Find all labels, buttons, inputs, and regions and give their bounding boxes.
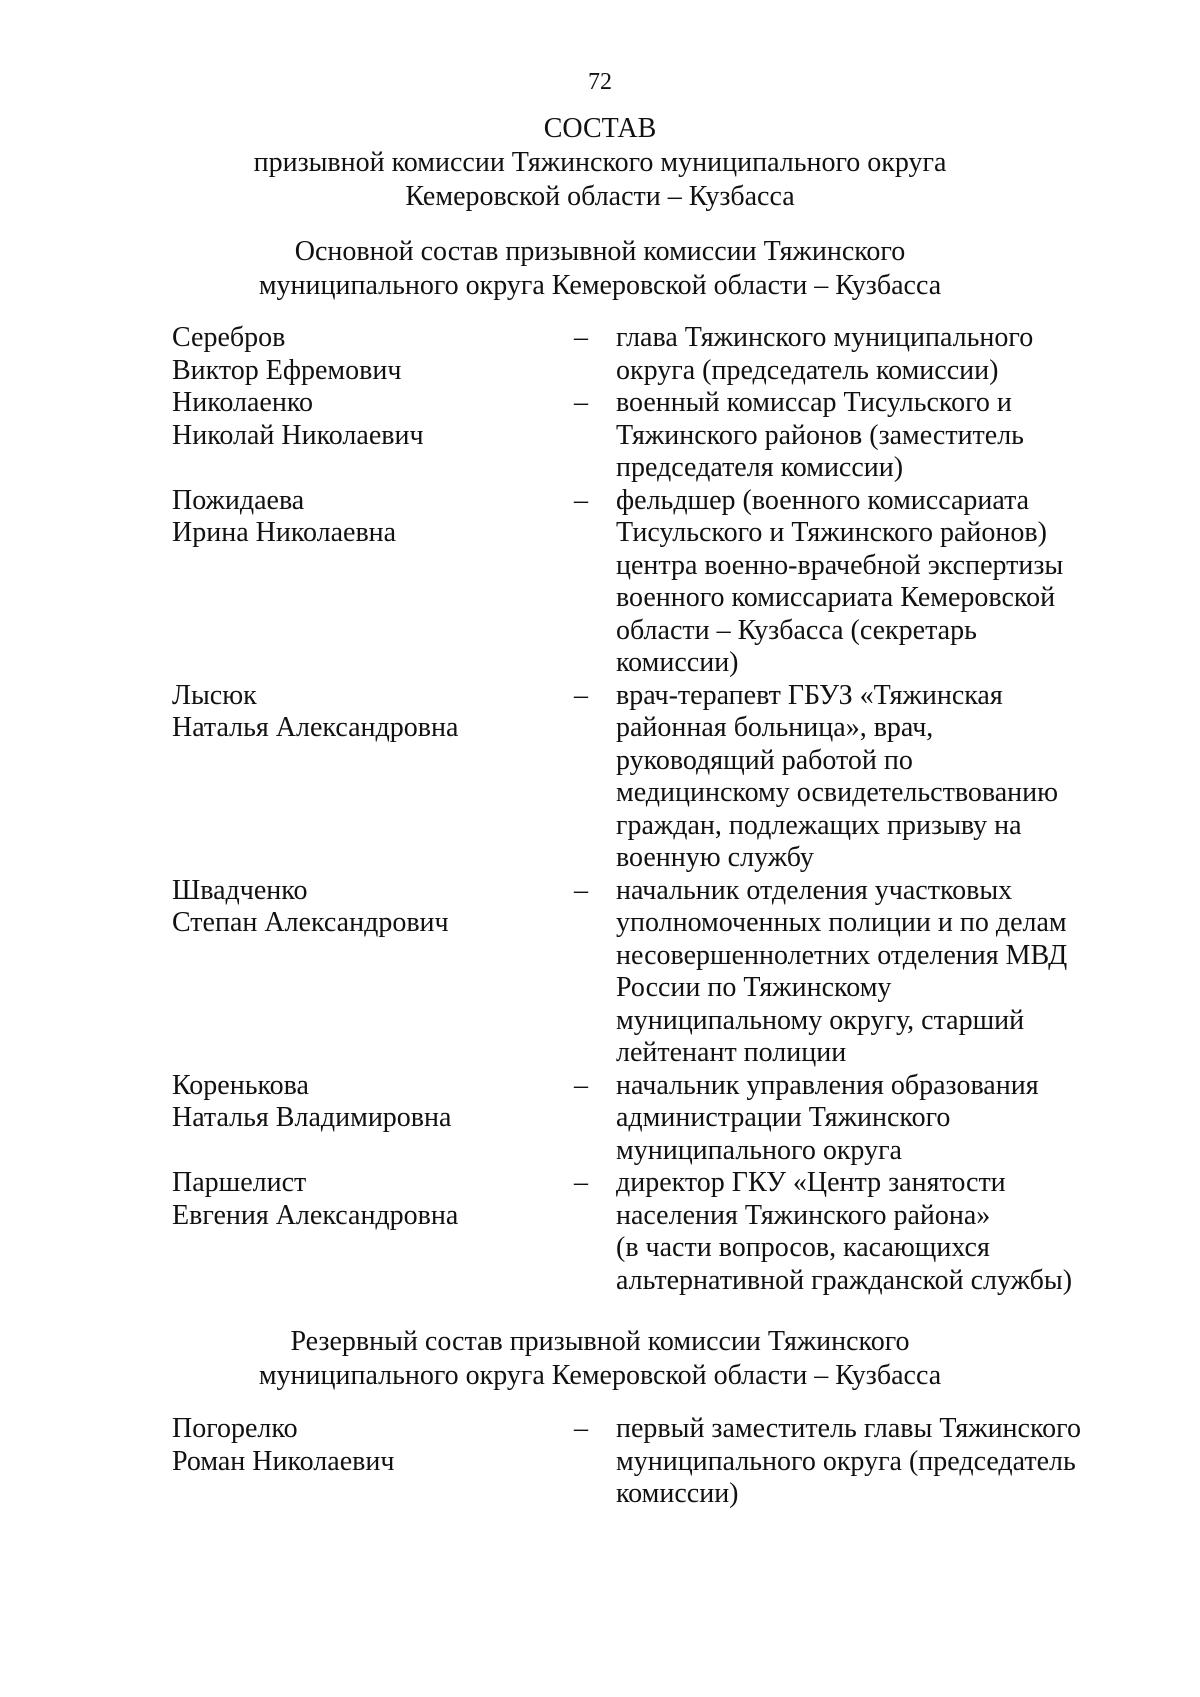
main-heading-line-2: муниципального округа Кемеровской области – Кузбасса xyxy=(258,270,942,301)
member-dash: – xyxy=(574,387,588,418)
member-role-line: Тяжинского районов (заместитель xyxy=(616,419,1024,451)
member-dash: – xyxy=(574,1413,588,1444)
member-role xyxy=(616,387,1112,485)
member-role xyxy=(616,1413,1112,1511)
member-entry xyxy=(172,322,1112,387)
main-heading-line-1: Основной состав призывной комиссии Тяжинского xyxy=(294,236,906,267)
member-role-line: комиссии) xyxy=(616,1478,739,1509)
member-dash: – xyxy=(574,874,588,906)
reserve-section-heading xyxy=(0,1325,1200,1393)
member-entry xyxy=(172,875,1112,1070)
member-role-line: альтернативной гражданской службы) xyxy=(616,1264,1073,1296)
member-given-names: Виктор Ефремович xyxy=(172,354,402,386)
member-surname: Паршелист xyxy=(172,1167,307,1198)
member-name xyxy=(172,387,574,485)
member-role-line: уполномоченных полиции и по делам xyxy=(616,907,1067,938)
member-entry xyxy=(172,680,1112,875)
member-surname: Коренькова xyxy=(172,1069,309,1101)
member-role xyxy=(616,485,1112,680)
member-dash: – xyxy=(574,1069,588,1101)
main-members-list xyxy=(172,322,1112,1297)
member-role-line: населения Тяжинского района» xyxy=(616,1199,991,1231)
member-role-line: фельдшер (военного комиссариата xyxy=(616,484,1030,516)
member-role-line: руководящий работой по xyxy=(616,744,913,776)
member-given-names: Наталья Александровна xyxy=(172,712,459,743)
member-name xyxy=(172,1070,574,1168)
member-name xyxy=(172,485,574,680)
member-given-names: Роман Николаевич xyxy=(172,1445,395,1477)
member-entry xyxy=(172,1413,1112,1511)
member-surname: Швадченко xyxy=(172,874,308,906)
member-role-line: военного комиссариата Кемеровской xyxy=(616,582,1056,613)
document-title xyxy=(0,112,1200,214)
member-given-names: Наталья Владимировна xyxy=(172,1102,452,1133)
member-role-line: центра военно-врачебной экспертизы xyxy=(616,549,1064,581)
member-dash: – xyxy=(574,1167,588,1198)
member-role-line: несовершеннолетних отделения МВД xyxy=(616,939,1068,971)
member-role-line: России по Тяжинскому xyxy=(616,972,892,1003)
member-role-line: Тисульского и Тяжинского районов) xyxy=(616,517,1047,548)
member-dash: – xyxy=(574,484,588,516)
member-role-line: председателя комиссии) xyxy=(616,452,904,483)
member-role-line: муниципальному округу, старший xyxy=(616,1004,1025,1036)
member-surname: Николаенко xyxy=(172,387,314,418)
member-role-line: военную службу xyxy=(616,842,814,873)
title-line-1: призывной комиссии Тяжинского муниципального округа xyxy=(253,147,947,178)
member-entry xyxy=(172,1167,1112,1297)
member-entry xyxy=(172,1070,1112,1168)
member-role-line: лейтенант полиции xyxy=(616,1037,847,1068)
member-role-line: врач-терапевт ГБУЗ «Тяжинская xyxy=(616,679,1003,711)
member-dash: – xyxy=(574,322,588,353)
member-role-line: военный комиссар Тисульского и xyxy=(616,387,1012,418)
member-role xyxy=(616,1167,1112,1297)
reserve-heading-line-1: Резервный состав призывной комиссии Тяжинского xyxy=(290,1326,910,1357)
member-name xyxy=(172,680,574,875)
page-number: 72 xyxy=(588,69,612,95)
member-role-line: директор ГКУ «Центр занятости xyxy=(616,1167,1006,1198)
title-main: СОСТАВ xyxy=(543,113,657,144)
member-name xyxy=(172,1167,574,1297)
member-entry xyxy=(172,387,1112,485)
member-name xyxy=(172,875,574,1070)
member-given-names: Николай Николаевич xyxy=(172,419,424,451)
member-role xyxy=(616,322,1112,387)
member-surname: Серебров xyxy=(172,322,286,353)
member-role-line: муниципального округа xyxy=(616,1134,902,1166)
member-role-line: граждан, подлежащих призыву на xyxy=(616,809,1022,841)
member-role-line: муниципального округа (председатель xyxy=(616,1445,1076,1477)
member-role-line: начальник управления образования xyxy=(616,1069,1039,1101)
member-role xyxy=(616,680,1112,875)
member-role-line: начальник отделения участковых xyxy=(616,874,1013,906)
member-role-line: первый заместитель главы Тяжинского xyxy=(616,1413,1081,1444)
reserve-members-list xyxy=(172,1413,1112,1511)
member-role-line: администрации Тяжинского xyxy=(616,1102,951,1133)
member-role xyxy=(616,1070,1112,1168)
member-role-line: (в части вопросов, касающихся xyxy=(616,1232,990,1263)
member-role-line: глава Тяжинского муниципального xyxy=(616,322,1034,353)
member-name xyxy=(172,1413,574,1511)
member-role-line: комиссии) xyxy=(616,647,739,678)
member-role-line: районная больница», врач, xyxy=(616,712,934,743)
member-surname: Пожидаева xyxy=(172,484,305,516)
reserve-heading-line-2: муниципального округа Кемеровской области – Кузбасса xyxy=(258,1360,942,1391)
member-role xyxy=(616,875,1112,1070)
member-role-line: округа (председатель комиссии) xyxy=(616,354,999,386)
member-role-line: медицинскому освидетельствованию xyxy=(616,777,1059,808)
member-dash: – xyxy=(574,679,588,711)
member-name xyxy=(172,322,574,387)
member-given-names: Степан Александрович xyxy=(172,907,449,938)
member-surname: Погорелко xyxy=(172,1413,298,1444)
main-section-heading xyxy=(0,235,1200,303)
member-surname: Лысюк xyxy=(172,679,257,711)
member-given-names: Ирина Николаевна xyxy=(172,517,397,548)
member-role-line: области – Кузбасса (секретарь xyxy=(616,614,977,646)
member-given-names: Евгения Александровна xyxy=(172,1199,459,1231)
title-line-2: Кемеровской области – Кузбасса xyxy=(405,181,795,212)
member-entry xyxy=(172,485,1112,680)
